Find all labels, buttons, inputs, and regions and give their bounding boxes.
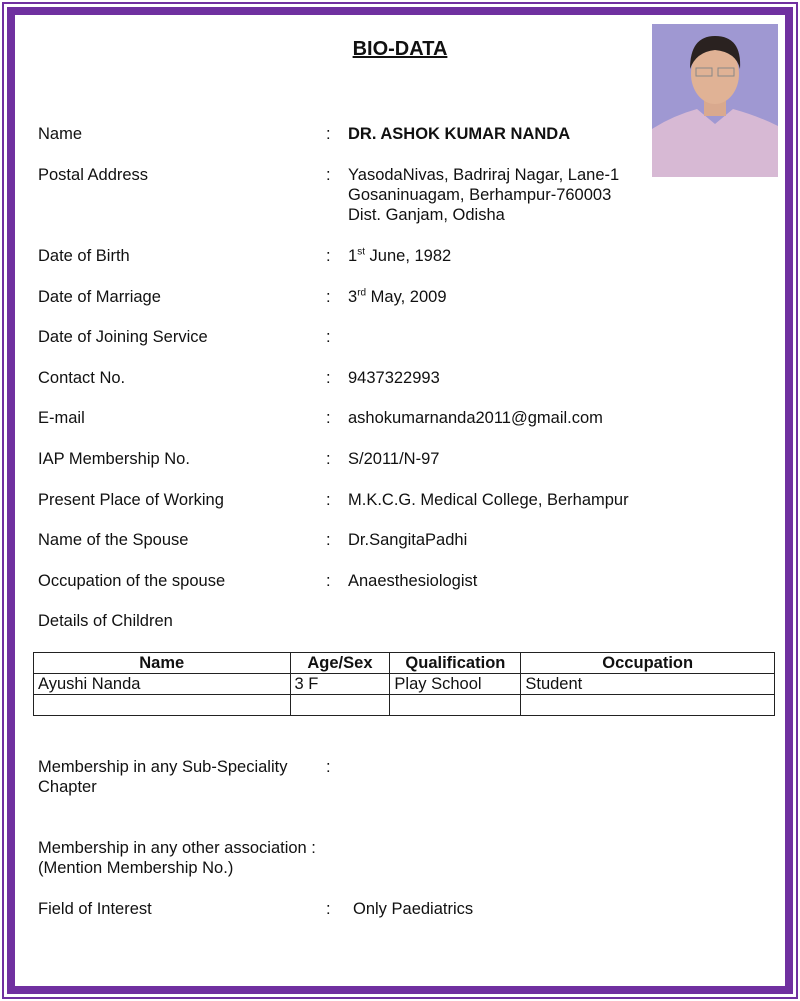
table-header-row	[34, 653, 775, 674]
value-address-line-1: YasodaNivas, Badriraj Nagar, Lane-1	[348, 166, 620, 184]
value-address-line-3: Dist. Ganjam, Odisha	[348, 206, 505, 224]
colon: :	[326, 247, 331, 265]
label-field-of-interest: Field of Interest	[38, 900, 152, 918]
value-email: ashokumarnanda2011@gmail.com	[348, 409, 603, 427]
dob-rest: June, 1982	[364, 247, 452, 265]
cell-name: Ayushi Nanda	[34, 674, 291, 695]
colon: :	[326, 328, 331, 346]
colon: :	[326, 409, 331, 427]
label-contact: Contact No.	[38, 369, 126, 387]
label-iap-membership: IAP Membership No.	[38, 450, 190, 468]
colon: :	[326, 450, 331, 468]
dom-suffix: rd	[357, 287, 367, 299]
dob-suffix: st	[357, 246, 365, 258]
label-sub-speciality-2: Chapter	[38, 778, 97, 796]
table-row	[34, 674, 775, 695]
dob-day: 1	[348, 247, 358, 265]
label-other-association-2: (Mention Membership No.)	[38, 859, 234, 877]
label-sub-speciality-1: Membership in any Sub-Speciality	[38, 758, 288, 776]
label-name: Name	[38, 125, 83, 143]
label-other-association-1: Membership in any other association :	[38, 839, 316, 857]
label-date-of-marriage: Date of Marriage	[38, 288, 161, 306]
children-table	[33, 652, 775, 716]
label-spouse-name: Name of the Spouse	[38, 531, 189, 549]
value-iap-membership: S/2011/N-97	[348, 450, 440, 468]
label-postal-address: Postal Address	[38, 166, 149, 184]
header-age-sex: Age/Sex	[290, 653, 390, 674]
cell-occupation: Student	[521, 674, 775, 695]
value-field-of-interest: Only Paediatrics	[353, 900, 474, 918]
page-title: BIO-DATA	[352, 38, 448, 60]
cell-qualification: Play School	[390, 674, 521, 695]
profile-photo	[652, 24, 778, 177]
cell-qualification	[390, 695, 521, 716]
label-spouse-occupation: Occupation of the spouse	[38, 572, 226, 590]
dom-rest: May, 2009	[366, 288, 447, 306]
label-children: Details of Children	[38, 612, 173, 630]
colon: :	[326, 900, 331, 918]
dom-day: 3	[348, 288, 358, 306]
colon: :	[326, 572, 331, 590]
label-email: E-mail	[38, 409, 85, 427]
value-spouse-occupation: Anaesthesiologist	[348, 572, 478, 590]
colon: :	[326, 531, 331, 549]
label-date-of-joining: Date of Joining Service	[38, 328, 208, 346]
colon: :	[326, 491, 331, 509]
value-date-of-marriage	[348, 287, 447, 307]
header-name: Name	[34, 653, 291, 674]
colon: :	[326, 125, 331, 143]
label-present-place: Present Place of Working	[38, 491, 224, 509]
colon: :	[326, 288, 331, 306]
header-occupation: Occupation	[521, 653, 775, 674]
cell-name	[34, 695, 291, 716]
cell-occupation	[521, 695, 775, 716]
label-date-of-birth: Date of Birth	[38, 247, 130, 265]
colon: :	[326, 166, 331, 184]
value-date-of-birth	[348, 246, 451, 266]
value-contact: 9437322993	[348, 369, 440, 387]
colon: :	[326, 369, 331, 387]
cell-age-sex: 3 F	[290, 674, 390, 695]
value-present-place: M.K.C.G. Medical College, Berhampur	[348, 491, 629, 509]
header-qualification: Qualification	[390, 653, 521, 674]
colon: :	[326, 758, 331, 776]
value-spouse-name: Dr.SangitaPadhi	[348, 531, 468, 549]
value-name: DR. ASHOK KUMAR NANDA	[348, 125, 571, 143]
cell-age-sex	[290, 695, 390, 716]
table-row	[34, 695, 775, 716]
value-address-line-2: Gosaninuagam, Berhampur-760003	[348, 186, 612, 204]
